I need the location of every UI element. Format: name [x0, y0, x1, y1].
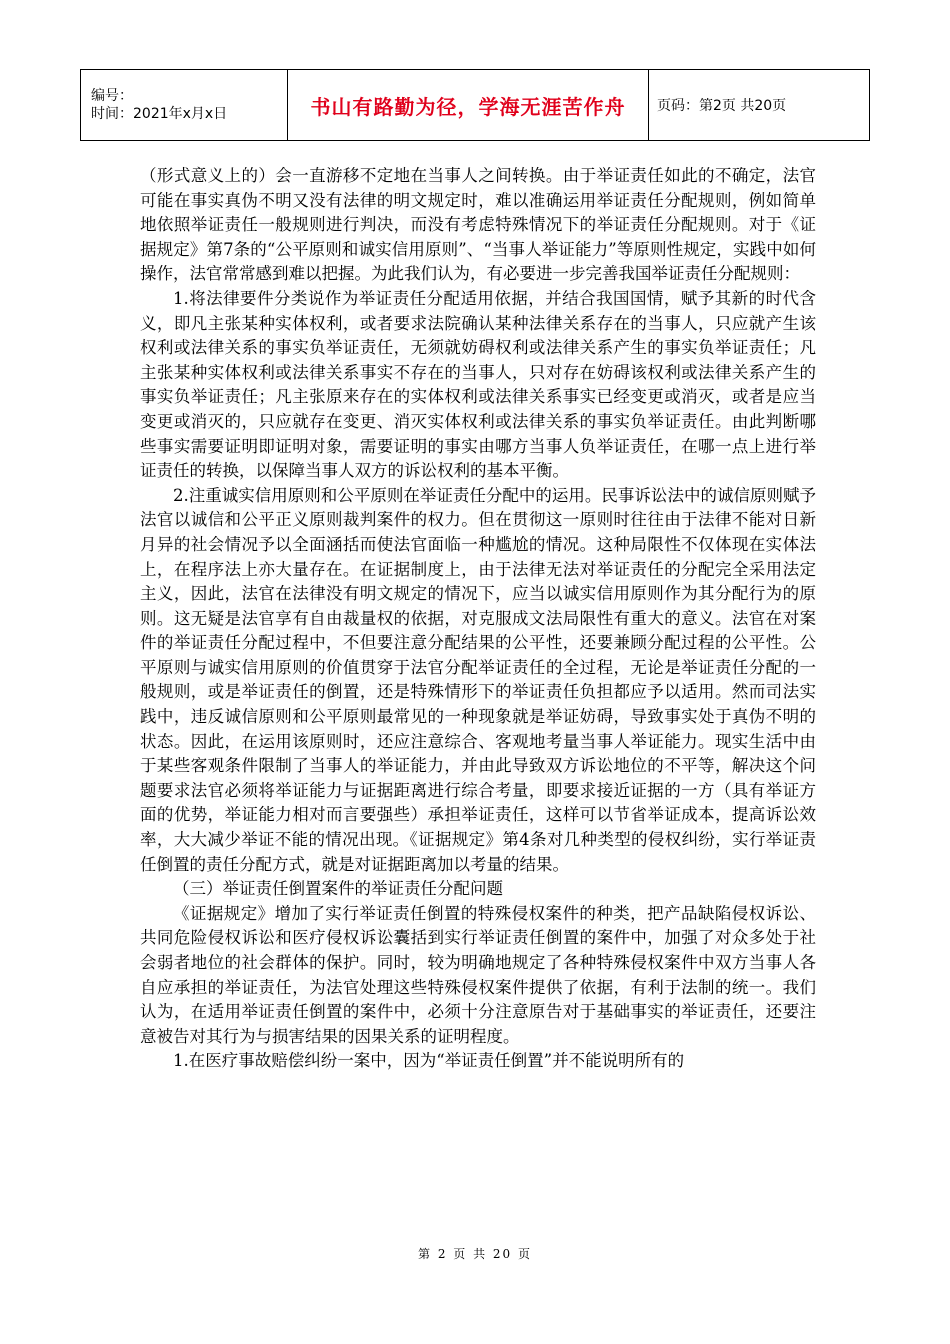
- header-meta: [81, 70, 288, 141]
- header-motto-cell: [288, 70, 649, 141]
- time-label: 时间：2021年x月x日: [91, 106, 228, 122]
- document-body: [140, 164, 816, 1074]
- paragraph-medical-case: 1.在医疗事故赔偿纠纷一案中，因为“举证责任倒置”并不能说明所有的: [173, 1051, 685, 1071]
- header-page-cell: [649, 70, 870, 141]
- paragraph-point-2: 2.注重诚实信用原则和公平原则在举证责任分配中的运用。民事诉讼法中的诚信原则赋予法官以诚信和公平正义原则裁判案件的权力。但在贯彻这一原则时往往由于法律不能对日新月异的社会情况予以全面涵括而使法官面临一种尴尬的情况。这种局限性不仅体现在实体法上，在程序法上亦大量存在。在证据制度上，由于法律无法对举证责任的分配完全采用法定主义，因此，法官在法律没有明文规定的情况下，应当以诚实信用原则作为其分配行为的原则。这无疑是法官享有自由裁量权的依据，对克服成文法局限性有重大的意义。法官在对案件的举证责任分配过程中，不但要注意分配结果的公平性，还要兼顾分配过程的公平性。公平原则与诚实信用原则的价值贯穿于法官分配举证责任的全过程，无论是举证责任分配的一般规则，或是举证责任的倒置，还是特殊情形下的举证责任负担都应予以适用。然而司法实践中，违反诚信原则和公平原则最常见的一种现象就是举证妨碍，导致事实处于真伪不明的状态。因此，在运用该原则时，还应注意综合、客观地考量当事人举证能力。现实生活中由于某些客观条件限制了当事人的举证能力，并由此导致双方诉讼地位的不平等，解决这个问题要求法官必须将举证能力与证据距离进行综合考量，即要求接近证据的一方（具有举证方面的优势，举证能力相对而言要强些）承担举证责任，这样可以节省举证成本，提高诉讼效率，大大减少举证不能的情况出现。《证据规定》第4条对几种类型的侵权纠纷，实行举证责任倒置的责任分配方式，就是对证据距离加以考量的结果。: [140, 485, 816, 874]
- section-heading: （三）举证责任倒置案件的举证责任分配问题: [173, 879, 503, 899]
- paragraph-section-intro: 《证据规定》增加了实行举证责任倒置的特殊侵权案件的种类，把产品缺陷侵权诉讼、共同危险侵权诉讼和医疗侵权诉讼囊括到实行举证责任倒置的案件中，加强了对众多处于社会弱者地位的社会群体的保护。同时，较为明确地规定了各种特殊侵权案件中双方当事人各自应承担的举证责任，为法官处理这些特殊侵权案件提供了依据，有利于法制的统一。我们认为，在适用举证责任倒置的案件中，必须十分注意原告对于基础事实的举证责任，还要注意被告对其行为与损害结果的因果关系的证明程度。: [140, 903, 816, 1046]
- page-footer: 第 2 页 共 20 页: [418, 1247, 532, 1261]
- page-label: 页码：第2页 共20页: [657, 98, 787, 114]
- page-header: [80, 69, 870, 141]
- motto-text: 书山有路勤为径，学海无涯苦作舟: [310, 94, 626, 119]
- paragraph-point-1: 1.将法律要件分类说作为举证责任分配适用依据，并结合我国国情，赋予其新的时代含义，即凡主张某种实体权利，或者要求法院确认某种法律关系存在的当事人，只应就产生该权利或法律关系的事实负举证责任，无须就妨碍权利或法律关系产生的事实负举证责任；凡主张某种实体权利或法律关系事实不存在的当事人，只对存在妨碍该权利或法律关系产生的事实负举证责任；凡主张原来存在的实体权利或法律关系事实已经变更或消灭，或者是应当变更或消灭的，只应就存在变更、消灭实体权利或法律关系的事实负举证责任。由此判断哪些事实需要证明即证明对象，需要证明的事实由哪方当事人负举证责任，在哪一点上进行举证责任的转换，以保障当事人双方的诉讼权利的基本平衡。: [140, 288, 816, 481]
- paragraph-continued: （形式意义上的）会一直游移不定地在当事人之间转换。由于举证责任如此的不确定，法官可能在事实真伪不明又没有法律的明文规定时，难以准确运用举证责任分配规则，例如简单地依照举证责任一般规则进行判决，而没有考虑特殊情况下的举证责任分配规则。对于《证据规定》第7条的“公平原则和诚实信用原则”、“当事人举证能力”等原则性规定，实践中如何操作，法官常常感到难以把握。为此我们认为，有必要进一步完善我国举证责任分配规则：: [140, 166, 816, 284]
- number-label: 编号：: [91, 88, 133, 104]
